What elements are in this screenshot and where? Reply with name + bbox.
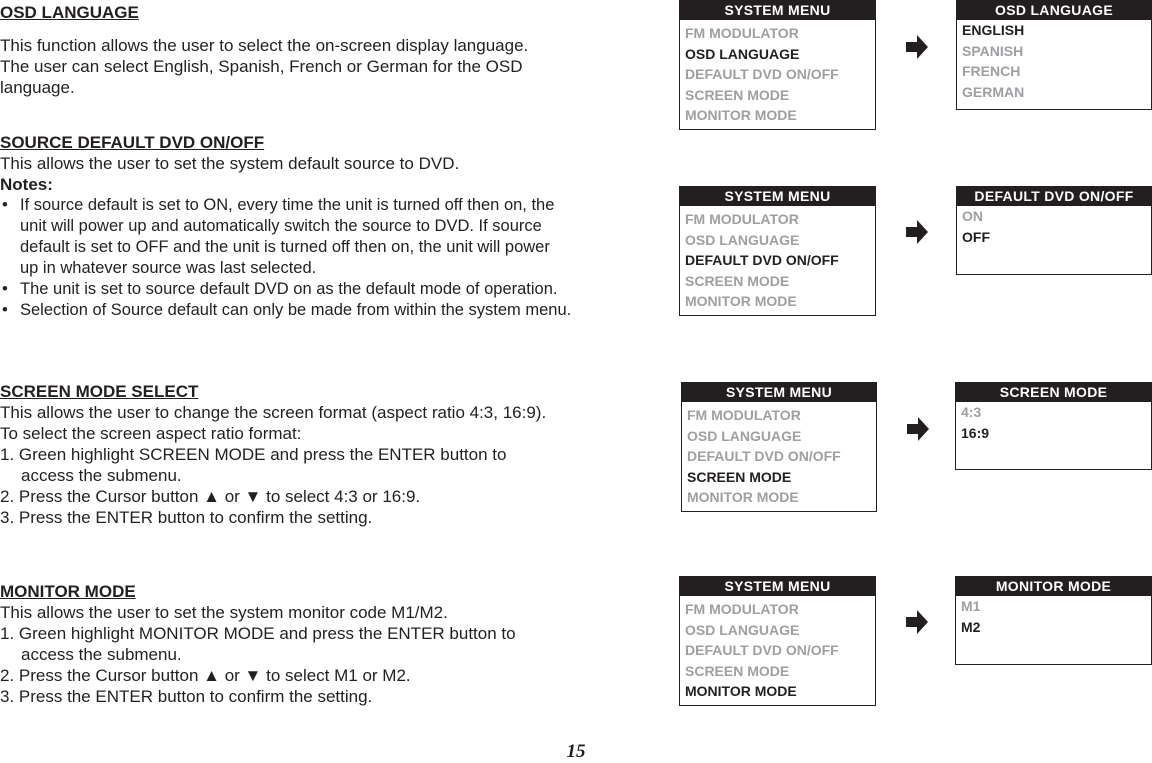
submenu-item-16-9[interactable]: 16:9 [961,424,990,441]
bullet-marker: • [2,301,8,319]
osd-language-line-1: This function allows the user to select the on-screen display language. [0,36,529,55]
right-arrow-icon [906,220,928,244]
system-menu-panel [679,186,876,316]
menu-item-fm-modulator[interactable]: FM MODULATOR [685,25,799,41]
note-bullet-1-line-1: If source default is set to ON, every time the unit is turned off then on, the [20,196,555,214]
osd-language-submenu-title: OSD LANGUAGE [957,1,1151,20]
menu-item-fm-modulator[interactable]: FM MODULATOR [685,601,799,617]
menu-item-fm-modulator[interactable]: FM MODULATOR [685,211,799,227]
menu-item-default-dvd[interactable]: DEFAULT DVD ON/OFF [685,66,839,82]
submenu-item-off[interactable]: OFF [962,228,990,245]
monitor-mode-step-2: 2. Press the Cursor button ▲ or ▼ to select M1 or M2. [0,666,411,685]
screen-mode-step-1 [0,444,630,486]
source-default-section [0,132,630,321]
monitor-mode-step-1-text: 1. Green highlight MONITOR MODE and press the ENTER button to [0,624,516,643]
submenu-item-m1[interactable]: M1 [961,598,981,614]
screen-mode-intro-2: To select the screen aspect ratio format: [0,424,302,443]
right-arrow-icon [906,35,928,59]
source-default-intro: This allows the user to set the system default source to DVD. [0,154,460,173]
notes-title: Notes: [0,175,53,194]
menu-item-screen-mode[interactable]: SCREEN MODE [685,272,790,289]
submenu-item-english[interactable]: ENGLISH [962,22,1025,38]
menu-item-monitor-mode[interactable]: MONITOR MODE [685,683,797,699]
menu-item-monitor-mode[interactable]: MONITOR MODE [685,107,797,123]
menu-item-fm-modulator[interactable]: FM MODULATOR [687,407,801,423]
submenu-item-spanish[interactable]: SPANISH [962,42,1024,59]
source-default-heading: SOURCE DEFAULT DVD ON/OFF [0,133,265,152]
monitor-mode-submenu-title: MONITOR MODE [956,577,1151,596]
monitor-mode-submenu [955,576,1152,665]
osd-language-heading: OSD LANGUAGE [0,3,139,22]
menu-item-screen-mode[interactable]: SCREEN MODE [685,662,790,679]
screen-mode-step-2: 2. Press the Cursor button ▲ or ▼ to select 4:3 or 16:9. [0,487,421,506]
submenu-item-french[interactable]: FRENCH [962,63,1021,79]
monitor-mode-step-3: 3. Press the ENTER button to confirm the setting. [0,687,373,706]
menu-item-default-dvd[interactable]: DEFAULT DVD ON/OFF [685,642,839,658]
screen-mode-submenu [955,382,1152,470]
monitor-mode-section [0,581,630,707]
system-menu-panel [679,576,876,706]
note-bullet-1 [0,195,630,279]
menu-item-osd-language[interactable]: OSD LANGUAGE [685,45,800,62]
note-bullet-1-line-2: unit will power up and automatically switch the source to DVD. If source [20,217,542,235]
note-bullet-2-text: The unit is set to source default DVD on as the default mode of operation. [20,280,558,298]
screen-mode-intro-1: This allows the user to change the screen format (aspect ratio 4:3, 16:9). [0,403,547,422]
monitor-mode-intro: This allows the user to set the system monitor code M1/M2. [0,603,448,622]
right-arrow-icon [906,610,928,634]
screen-mode-step-1-text: 1. Green highlight SCREEN MODE and press the ENTER button to [0,445,507,464]
submenu-item-m2[interactable]: M2 [961,618,981,635]
monitor-mode-heading: MONITOR MODE [0,582,136,601]
system-menu-title: SYSTEM MENU [680,1,875,20]
note-bullet-3-text: Selection of Source default can only be made from within the system menu. [20,301,572,319]
screen-mode-step-1-cont: access the submenu. [21,466,182,485]
osd-language-section [0,2,630,98]
system-menu-panel [681,382,877,512]
page-number: 15 [566,741,586,762]
system-menu-title: SYSTEM MENU [682,383,876,402]
osd-language-line-3: language. [0,78,75,97]
menu-item-osd-language[interactable]: OSD LANGUAGE [685,231,800,248]
osd-language-submenu [956,0,1152,110]
default-dvd-submenu [956,186,1152,275]
system-menu-panel [679,0,876,130]
menu-item-monitor-mode[interactable]: MONITOR MODE [685,293,797,309]
note-bullet-1-line-4: up in whatever source was last selected. [20,259,317,277]
submenu-item-4-3[interactable]: 4:3 [961,404,982,420]
system-menu-title: SYSTEM MENU [680,577,875,596]
screen-mode-heading: SCREEN MODE SELECT [0,382,199,401]
menu-item-default-dvd[interactable]: DEFAULT DVD ON/OFF [687,448,841,464]
menu-item-screen-mode[interactable]: SCREEN MODE [685,86,790,103]
note-bullet-1-line-3: default is set to OFF and the unit is turned off then on, the unit will power [20,238,550,256]
default-dvd-submenu-title: DEFAULT DVD ON/OFF [957,187,1151,206]
screen-mode-step-3: 3. Press the ENTER button to confirm the setting. [0,508,373,527]
screen-mode-section [0,381,630,528]
submenu-item-on[interactable]: ON [962,208,983,224]
right-arrow-icon [907,417,929,441]
monitor-mode-step-1-cont: access the submenu. [21,645,182,664]
menu-item-default-dvd[interactable]: DEFAULT DVD ON/OFF [685,252,839,268]
menu-item-osd-language[interactable]: OSD LANGUAGE [685,621,800,638]
system-menu-title: SYSTEM MENU [680,187,875,206]
menu-item-osd-language[interactable]: OSD LANGUAGE [687,427,802,444]
menu-item-monitor-mode[interactable]: MONITOR MODE [687,489,799,505]
submenu-item-german[interactable]: GERMAN [962,83,1025,100]
menu-item-screen-mode[interactable]: SCREEN MODE [687,468,792,485]
monitor-mode-step-1 [0,623,630,665]
bullet-marker: • [2,196,8,214]
screen-mode-submenu-title: SCREEN MODE [956,383,1151,402]
note-bullet-3 [0,300,630,321]
bullet-marker: • [2,280,8,298]
osd-language-line-2: The user can select English, Spanish, French or German for the OSD [0,57,523,76]
note-bullet-2 [0,279,630,300]
